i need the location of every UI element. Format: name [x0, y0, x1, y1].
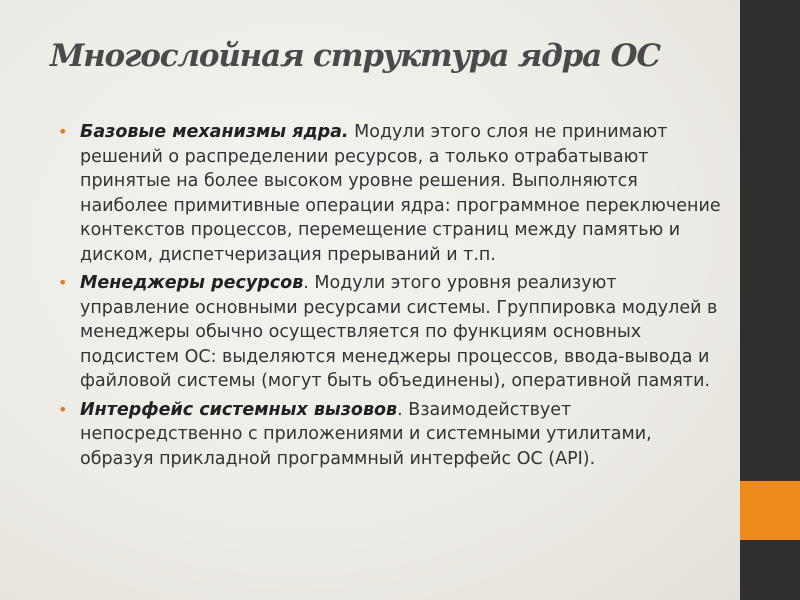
bullet-item-base-mechanisms: [58, 120, 728, 267]
bullet-list: [58, 120, 728, 475]
sidebar-accent-block: [740, 481, 800, 540]
bullet-term: Базовые механизмы ядра.: [80, 122, 349, 142]
bullet-item-resource-managers: [58, 271, 728, 394]
bullet-marker-icon: •: [58, 273, 68, 292]
slide-title: Многослойная структура ядра ОС: [50, 38, 660, 74]
bullet-item-syscall-interface: [58, 398, 728, 472]
bullet-text: Модули этого слоя не принимают решений о распределении ресурсов, а только отрабатывают принятые на более высоком уровне решения. Выполняются наиболее примитивные операции ядра: программное переключение контекстов процессов, перемещение страниц между памятью и диском, диспетчеризация прерываний и т.п.: [80, 122, 721, 265]
bullet-marker-icon: •: [58, 122, 68, 141]
bullet-text: . Модули этого уровня реализуют управление основными ресурсами системы. Группировка модулей в менеджеры обычно осуществляется по функциям основных подсистем ОС: выделяются менеджеры процессов, ввода-вывода и файловой системы (могут быть объединены), оперативной памяти.: [80, 273, 718, 391]
bullet-term: Интерфейс системных вызовов: [80, 399, 398, 420]
bullet-marker-icon: •: [58, 399, 68, 419]
bullet-text: . Взаимодействует непосредственно с приложениями и системными утилитами, образуя прикладной программный интерфейс ОС (API).: [80, 399, 652, 469]
bullet-term: Менеджеры ресурсов: [80, 273, 304, 293]
